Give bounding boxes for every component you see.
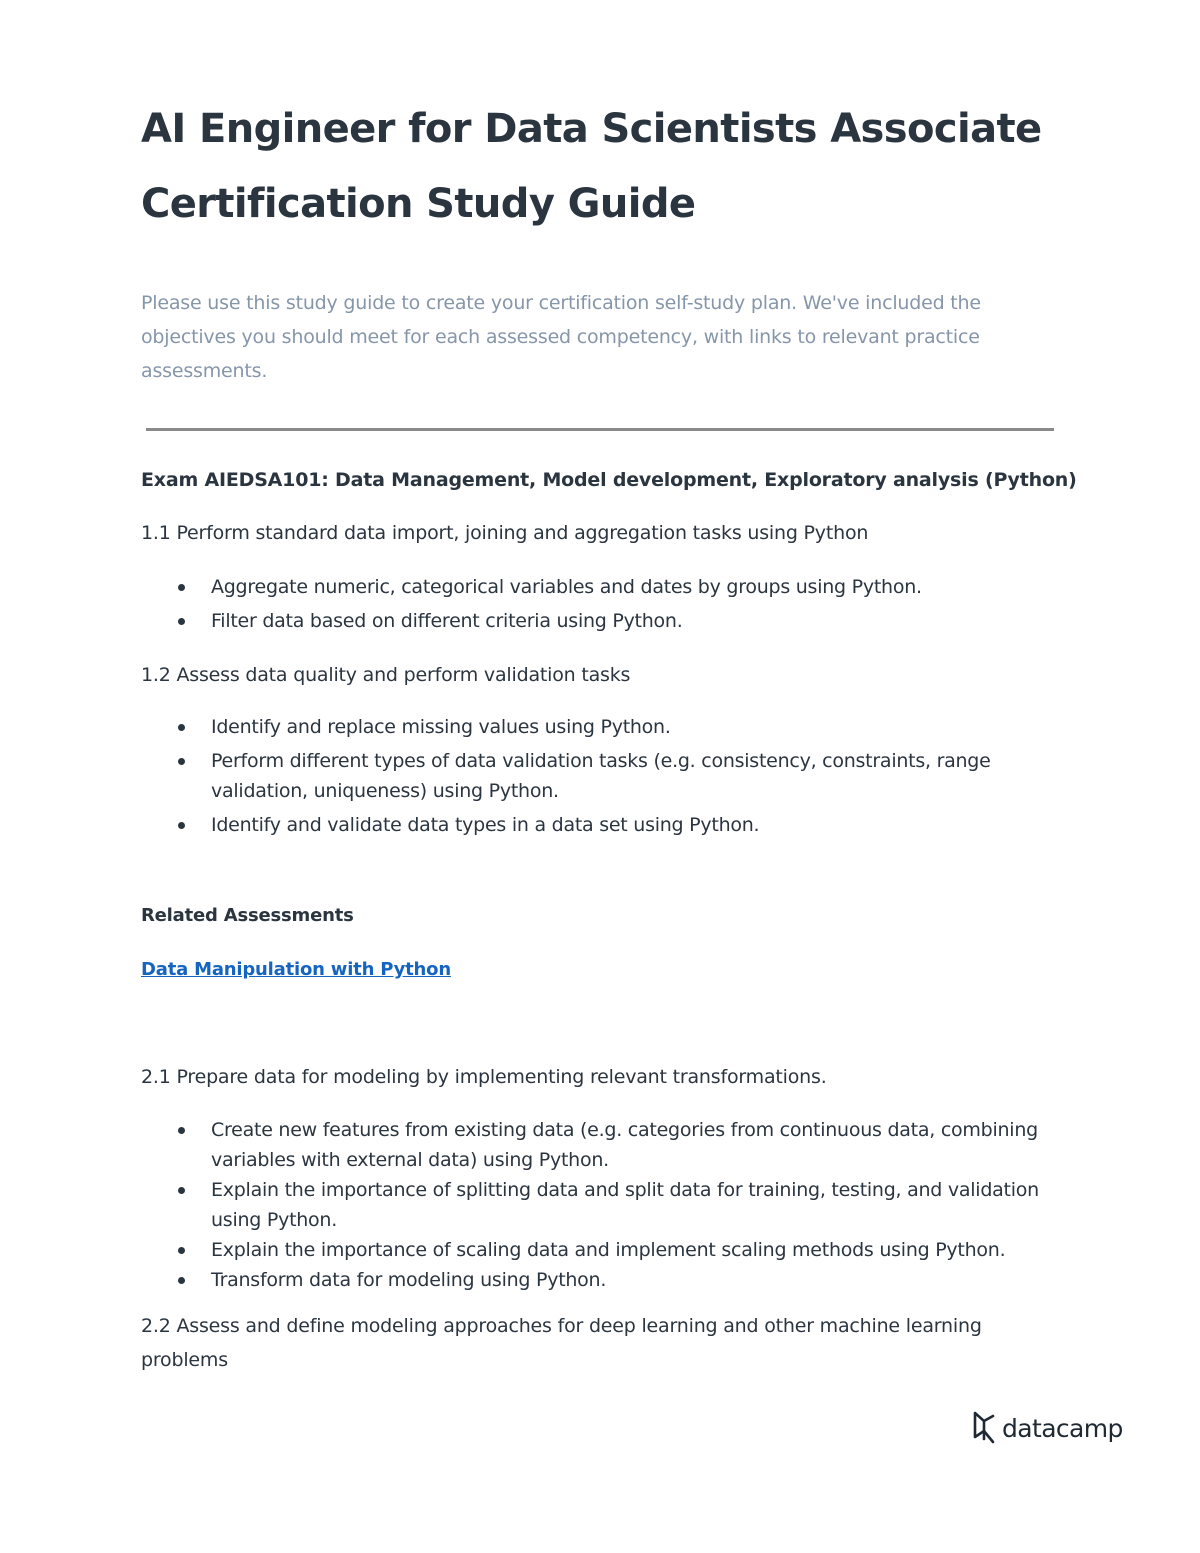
section-1-2-heading: 1.2 Assess data quality and perform validation tasks — [141, 664, 631, 686]
section-2-2-line-1: 2.2 Assess and define modeling approaches for deep learning and other machine learning — [141, 1315, 982, 1337]
section-1-2-list — [141, 712, 1071, 844]
datacamp-logo-text: datacamp — [1002, 1413, 1123, 1443]
title-line-2: Certification Study Guide — [141, 181, 696, 227]
list-item: Identify and replace missing values using Python. — [141, 712, 1071, 742]
page-title — [141, 92, 1081, 242]
list-item: Transform data for modeling using Python. — [141, 1265, 1071, 1295]
section-1-1-list — [141, 572, 1071, 640]
section-1-1-heading: 1.1 Perform standard data import, joining and aggregation tasks using Python — [141, 522, 869, 544]
datacamp-logo-icon — [972, 1411, 998, 1445]
list-item: Aggregate numeric, categorical variables and dates by groups using Python. — [141, 572, 1071, 602]
section-2-1-list — [141, 1115, 1071, 1295]
exam-heading: Exam AIEDSA101: Data Management, Model development, Exploratory analysis (Python) — [141, 469, 1077, 491]
data-manipulation-link[interactable]: Data Manipulation with Python — [141, 959, 451, 980]
list-item: Identify and validate data types in a data set using Python. — [141, 810, 1071, 840]
intro-line-2: objectives you should meet for each assessed competency, with links to relevant practice — [141, 326, 980, 348]
related-assessments-heading: Related Assessments — [141, 905, 354, 926]
intro-paragraph — [141, 286, 1041, 388]
intro-line-1: Please use this study guide to create your certification self-study plan. We've included the — [141, 292, 981, 314]
divider — [146, 428, 1054, 431]
section-2-2-line-2: problems — [141, 1349, 228, 1371]
title-line-1: AI Engineer for Data Scientists Associate — [141, 106, 1042, 152]
list-item: Explain the importance of splitting data and split data for training, testing, and validation using Python. — [141, 1175, 1071, 1235]
list-item: Filter data based on different criteria using Python. — [141, 606, 1071, 636]
datacamp-logo — [972, 1410, 1123, 1446]
intro-line-3: assessments. — [141, 360, 268, 382]
section-2-1-heading: 2.1 Prepare data for modeling by implementing relevant transformations. — [141, 1066, 827, 1088]
list-item: Create new features from existing data (e.g. categories from continuous data, combining variables with external data) using Python. — [141, 1115, 1071, 1175]
section-2-2-heading — [141, 1309, 1041, 1377]
list-item: Perform different types of data validation tasks (e.g. consistency, constraints, range validation, uniqueness) using Python. — [141, 746, 1071, 806]
list-item: Explain the importance of scaling data and implement scaling methods using Python. — [141, 1235, 1071, 1265]
